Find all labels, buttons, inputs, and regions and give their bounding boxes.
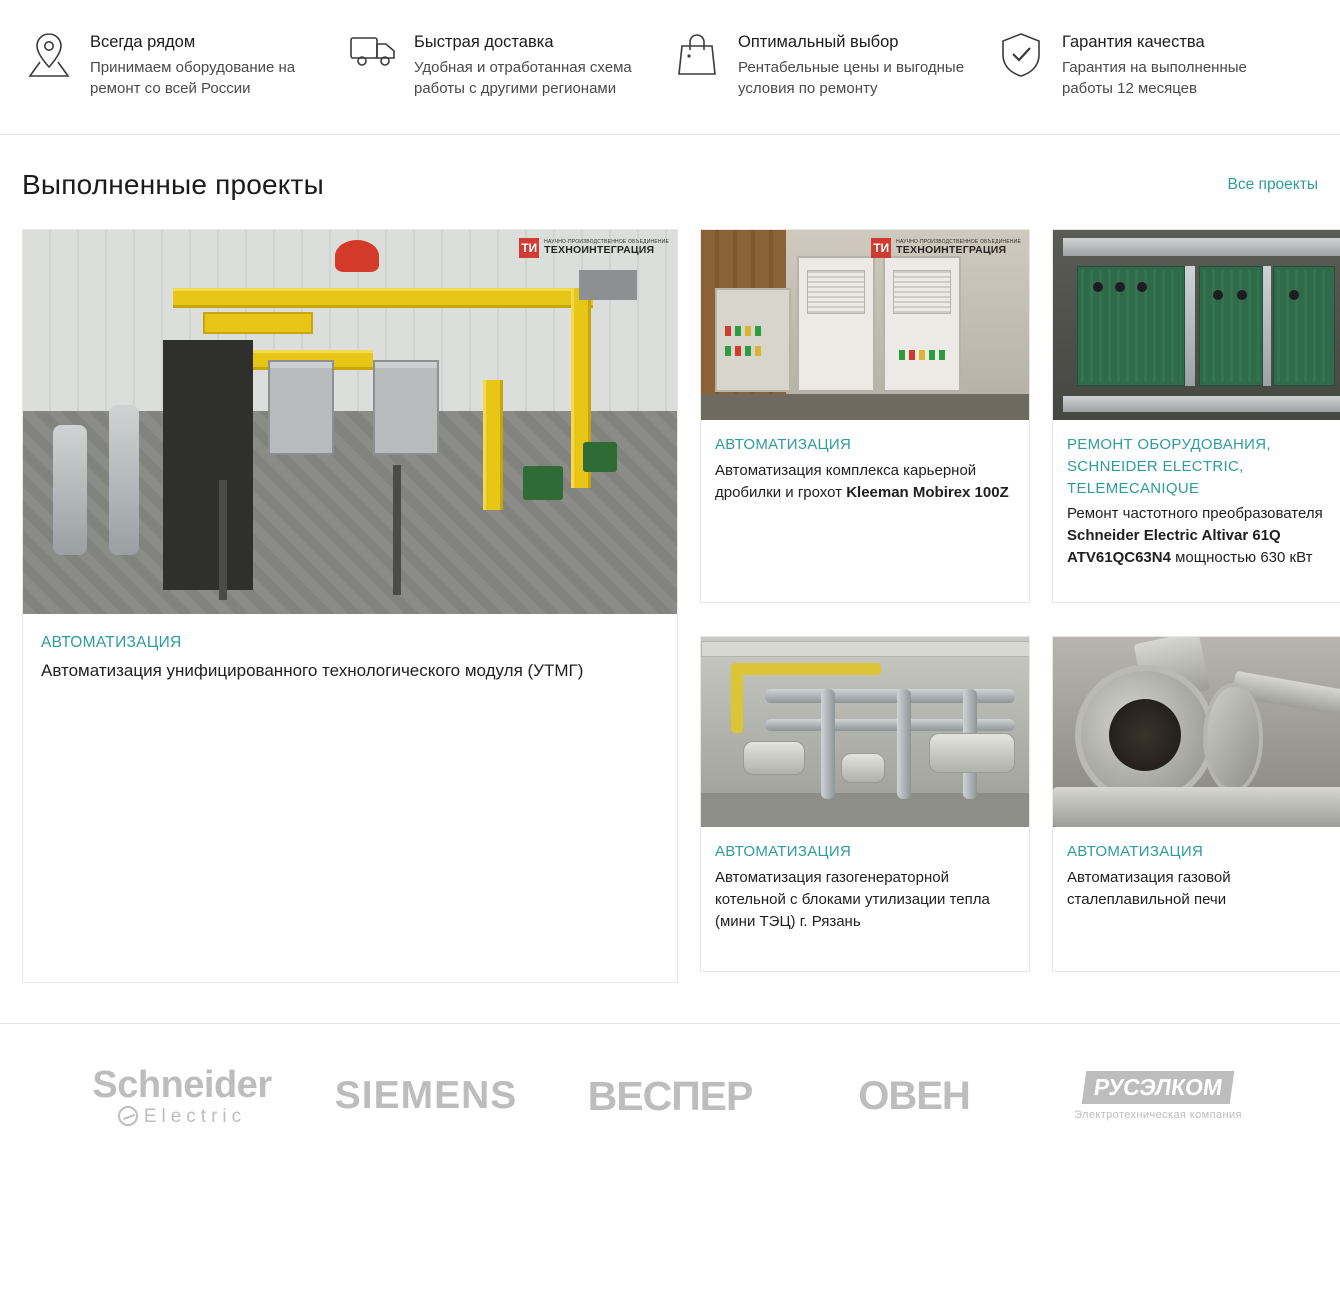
project-description: Автоматизация унифицированного технологического модуля (УТМГ)	[41, 660, 584, 680]
benefit-item-fast-delivery	[346, 30, 670, 100]
project-card-boiler-automation[interactable]	[700, 636, 1030, 972]
projects-header	[22, 169, 1318, 201]
partner-ruselkom[interactable]	[1036, 1071, 1280, 1121]
benefit-item-always-near	[22, 30, 346, 100]
watermark-technointegration	[519, 238, 669, 258]
benefits-strip	[0, 0, 1340, 135]
all-projects-link[interactable]: Все проекты	[1227, 176, 1318, 194]
project-description-text: Автоматизация комплекса карьерной дробилки и грохот	[715, 461, 977, 501]
project-description: Автоматизация газовой сталеплавильной печи	[1067, 869, 1231, 908]
partner-siemens[interactable]	[304, 1074, 548, 1118]
map-pin-icon	[22, 30, 76, 88]
project-description	[1067, 503, 1339, 568]
project-description-tail: мощностью 630 кВт	[1170, 548, 1313, 566]
page-title: Выполненные проекты	[22, 169, 324, 201]
ruselkom-logo-sub: Электротехническая компания	[1074, 1109, 1242, 1122]
partner-vesper[interactable]	[548, 1073, 792, 1120]
benefit-title: Оптимальный выбор	[738, 33, 899, 51]
schneider-mark-icon	[118, 1106, 138, 1126]
ruselkom-logo-name: РУСЭЛКОМ	[1081, 1071, 1234, 1104]
project-card-featured[interactable]	[22, 229, 678, 983]
watermark-technointegration	[871, 238, 1021, 258]
vesper-logo-text: ВЕСПЕР	[587, 1072, 753, 1119]
projects-grid	[22, 229, 1323, 983]
control-cabinets-photo	[701, 230, 1029, 420]
projects-section	[0, 135, 1340, 1024]
project-description	[715, 460, 1015, 504]
benefit-description: Принимаем оборудование на ремонт со всей России	[90, 58, 296, 98]
benefit-item-optimal-choice	[670, 30, 994, 100]
benefit-item-quality-guarantee	[994, 30, 1318, 100]
watermark-title: ТЕХНОИНТЕГРАЦИЯ	[896, 244, 1007, 257]
project-card-furnace-automation[interactable]	[1052, 636, 1340, 972]
project-category: АВТОМАТИЗАЦИЯ	[715, 436, 852, 454]
project-description: Автоматизация газогенераторной котельной с блоками утилизации тепла (мини ТЭЦ) г. Рязань	[715, 869, 990, 930]
project-category: РЕМОНТ ОБОРУДОВАНИЯ, SCHNEIDER ELECTRIC, TELEMECANIQUE	[1067, 436, 1271, 497]
steel-furnace-photo	[1053, 637, 1340, 827]
shield-check-icon	[994, 30, 1048, 88]
gas-module-room-photo	[23, 230, 677, 614]
partner-owen[interactable]	[792, 1074, 1036, 1119]
pcb-boards-photo	[1053, 230, 1340, 420]
benefit-description: Рентабельные цены и выгодные условия по ремонту	[738, 58, 965, 98]
schneider-logo-name: Schneider	[92, 1064, 272, 1107]
watermark-mark: ТИ	[519, 238, 539, 258]
boiler-pipes-photo	[701, 637, 1029, 827]
project-description-model: Kleeman Mobirex 100Z	[846, 483, 1009, 501]
schneider-logo-sub: Electric	[143, 1105, 247, 1127]
watermark-subtitle: НАУЧНО-ПРОИЗВОДСТВЕННОЕ ОБЪЕДИНЕНИЕ	[544, 239, 669, 246]
truck-icon	[346, 30, 400, 88]
project-description-model: Schneider Electric Altivar 61Q ATV61QC63N4	[1067, 527, 1281, 566]
siemens-logo-text: SIEMENS	[334, 1074, 518, 1118]
owen-logo-text: ОВЕН	[858, 1073, 970, 1118]
watermark-mark: ТИ	[871, 238, 891, 258]
partners-strip	[0, 1024, 1340, 1174]
benefit-title: Быстрая доставка	[414, 33, 554, 51]
shopping-bag-icon	[670, 30, 724, 88]
benefit-description: Гарантия на выполненные работы 12 месяцев	[1062, 58, 1247, 98]
project-card-crusher-automation[interactable]	[700, 229, 1030, 603]
benefit-description: Удобная и отработанная схема работы с другими регионами	[414, 58, 632, 98]
watermark-title: ТЕХНОИНТЕГРАЦИЯ	[544, 244, 655, 257]
project-category: АВТОМАТИЗАЦИЯ	[715, 843, 852, 861]
project-category: АВТОМАТИЗАЦИЯ	[41, 634, 182, 652]
project-card-drive-repair[interactable]	[1052, 229, 1340, 603]
watermark-subtitle: НАУЧНО-ПРОИЗВОДСТВЕННОЕ ОБЪЕДИНЕНИЕ	[896, 239, 1021, 246]
benefit-title: Всегда рядом	[90, 33, 196, 51]
partner-schneider-electric[interactable]	[60, 1066, 304, 1126]
project-description-text: Ремонт частотного преобразователя	[1067, 505, 1323, 523]
project-category: АВТОМАТИЗАЦИЯ	[1067, 843, 1204, 861]
benefit-title: Гарантия качества	[1062, 33, 1205, 51]
